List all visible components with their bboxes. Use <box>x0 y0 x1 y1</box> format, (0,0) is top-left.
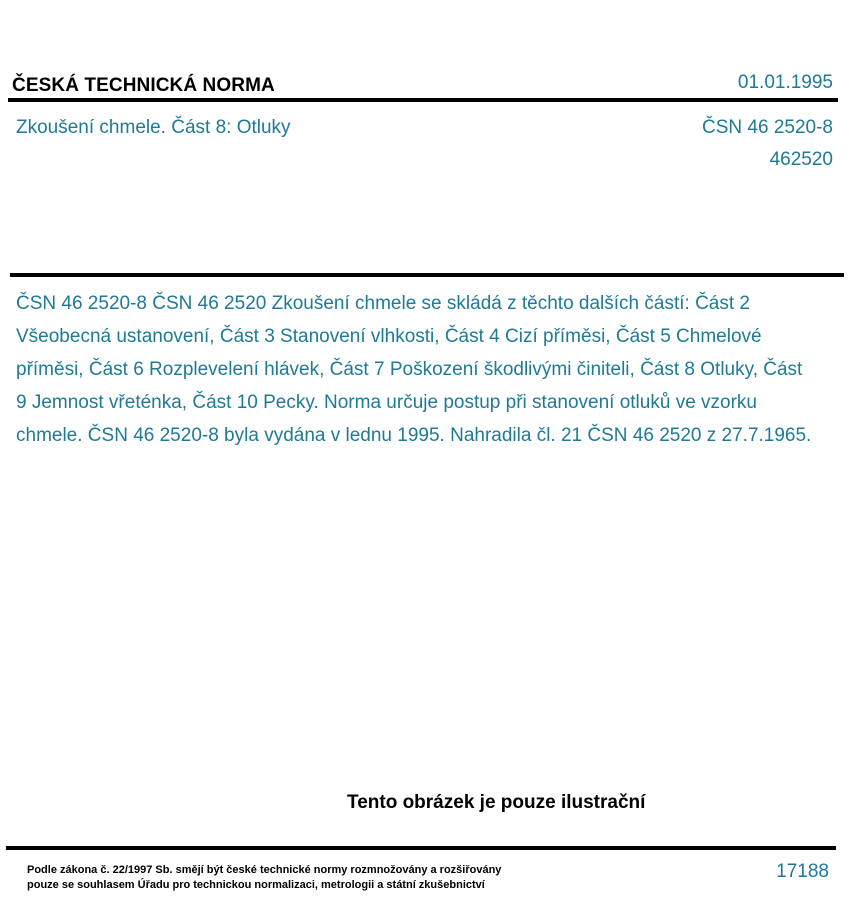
abstract-text: ČSN 46 2520-8 ČSN 46 2520 Zkoušení chmele se skládá z těchto dalších částí: Část 2 Všeobecná ustanovení, Část 3 Stanovení vlhkosti, Část 4 Cizí příměsi, Část 5 Chmelové příměsi, Část 6 Rozplevelení hlávek, Část 7 Poškození škodlivými činiteli, Část 8 Otluky, Část 9 Jemnost vřeténka, Část 10 Pecky. Norma určuje postup při stanovení otluků ve vzorku chmele. ČSN 46 2520-8 byla vydána v lednu 1995. Nahradila čl. 21 ČSN 46 2520 z 27.7.1965. <box>16 293 812 446</box>
document-code: ČSN 46 2520-8 <box>702 117 833 138</box>
footer-legal-line: Podle zákona č. 22/1997 Sb. smějí být české technické normy rozmnožovány a rozšiřovány <box>27 864 502 876</box>
document-title: Zkoušení chmele. Část 8: Otluky <box>16 117 291 138</box>
illustration-note: Tento obrázek je pouze ilustrační <box>347 792 646 813</box>
footer-id: 17188 <box>776 861 829 882</box>
top-divider <box>8 98 838 102</box>
bottom-divider <box>6 846 836 850</box>
middle-divider <box>10 273 844 277</box>
header-title: ČESKÁ TECHNICKÁ NORMA <box>12 75 275 96</box>
footer-legal-line: pouze se souhlasem Úřadu pro technickou normalizaci, metrologii a státní zkušebnictví <box>27 879 485 891</box>
header-date: 01.01.1995 <box>737 72 833 93</box>
document-number: 462520 <box>769 149 833 170</box>
footer-legal-notice <box>27 863 501 893</box>
